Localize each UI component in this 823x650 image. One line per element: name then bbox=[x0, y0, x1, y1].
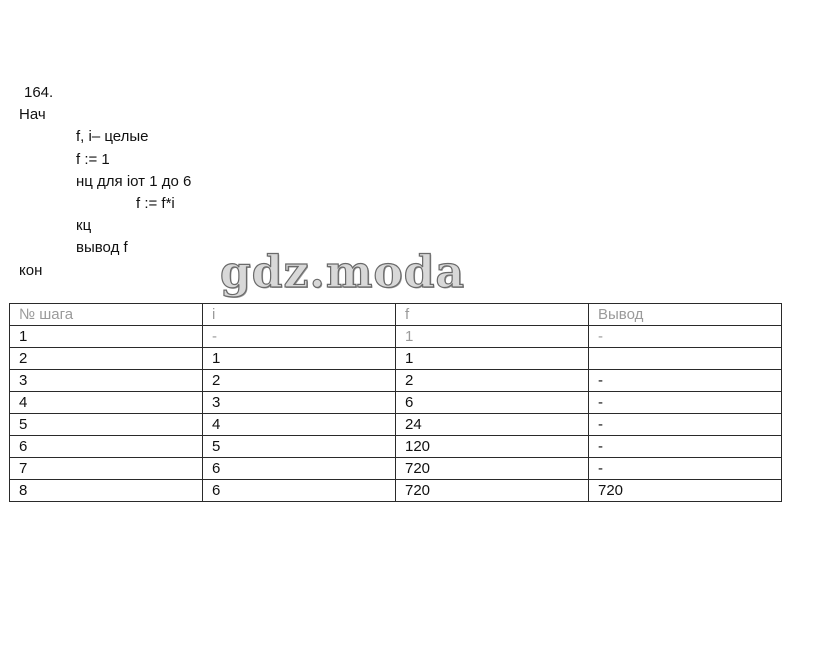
cell-step: 1 bbox=[10, 326, 203, 348]
cell-output bbox=[589, 348, 782, 370]
cell-output: 720 bbox=[589, 480, 782, 502]
header-step: № шага bbox=[10, 304, 203, 326]
cell-f: 1 bbox=[396, 348, 589, 370]
header-i: i bbox=[203, 304, 396, 326]
table-row bbox=[10, 326, 782, 348]
table-header-row bbox=[10, 304, 782, 326]
cell-output: - bbox=[589, 414, 782, 436]
algorithm-end: кон bbox=[19, 262, 43, 279]
cell-output: - bbox=[589, 370, 782, 392]
cell-output: - bbox=[589, 326, 782, 348]
watermark-logo: gdz.moda bbox=[220, 247, 466, 298]
cell-step: 7 bbox=[10, 458, 203, 480]
problem-number: 164. bbox=[24, 84, 54, 101]
cell-f: 120 bbox=[396, 436, 589, 458]
cell-step: 3 bbox=[10, 370, 203, 392]
algorithm-output: вывод f bbox=[76, 239, 128, 256]
cell-f: 1 bbox=[396, 326, 589, 348]
table-row bbox=[10, 370, 782, 392]
trace-table bbox=[9, 303, 782, 502]
cell-output: - bbox=[589, 392, 782, 414]
cell-f: 6 bbox=[396, 392, 589, 414]
cell-step: 8 bbox=[10, 480, 203, 502]
cell-f: 2 bbox=[396, 370, 589, 392]
cell-i: 1 bbox=[203, 348, 396, 370]
cell-f: 720 bbox=[396, 458, 589, 480]
algorithm-loop-start: нц для iот 1 до 6 bbox=[76, 173, 192, 190]
cell-i: 3 bbox=[203, 392, 396, 414]
cell-i: 5 bbox=[203, 436, 396, 458]
table-row bbox=[10, 480, 782, 502]
cell-step: 6 bbox=[10, 436, 203, 458]
algorithm-begin: Нач bbox=[19, 106, 46, 123]
table-row bbox=[10, 458, 782, 480]
cell-f: 24 bbox=[396, 414, 589, 436]
cell-step: 4 bbox=[10, 392, 203, 414]
cell-output: - bbox=[589, 458, 782, 480]
header-output: Вывод bbox=[589, 304, 782, 326]
table-row bbox=[10, 348, 782, 370]
algorithm-init: f := 1 bbox=[76, 151, 110, 168]
cell-i: 4 bbox=[203, 414, 396, 436]
cell-i: 6 bbox=[203, 458, 396, 480]
algorithm-loop-body: f := f*i bbox=[136, 195, 175, 212]
algorithm-loop-end: кц bbox=[76, 217, 92, 234]
cell-step: 2 bbox=[10, 348, 203, 370]
cell-i: 6 bbox=[203, 480, 396, 502]
cell-f: 720 bbox=[396, 480, 589, 502]
table-row bbox=[10, 436, 782, 458]
table-row bbox=[10, 414, 782, 436]
cell-output: - bbox=[589, 436, 782, 458]
algorithm-declaration: f, i– целые bbox=[76, 128, 149, 145]
header-f: f bbox=[396, 304, 589, 326]
cell-i: 2 bbox=[203, 370, 396, 392]
cell-step: 5 bbox=[10, 414, 203, 436]
table-row bbox=[10, 392, 782, 414]
cell-i: - bbox=[203, 326, 396, 348]
